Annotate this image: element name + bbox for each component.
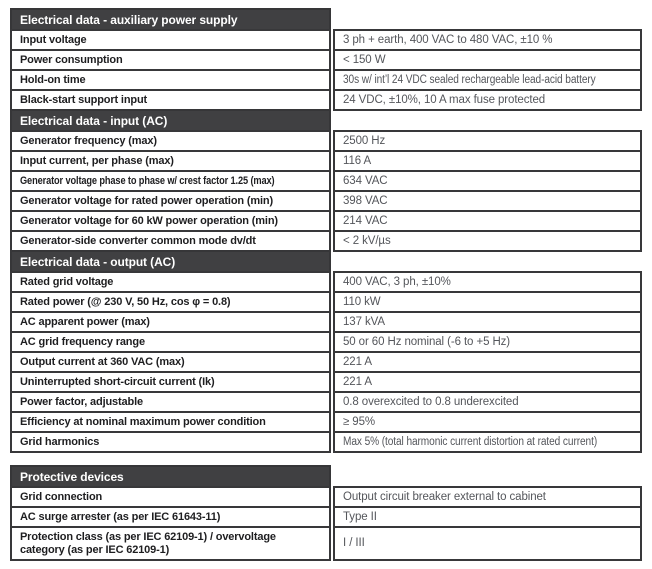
row-label-text: AC grid frequency range: [20, 336, 145, 348]
row-value: [333, 371, 642, 393]
row-value: [333, 29, 642, 51]
row-label: [10, 391, 331, 413]
table-row: [10, 89, 642, 111]
section-protective-devices: [10, 465, 642, 561]
row-label-text: Power consumption: [20, 54, 123, 66]
row-value: [333, 89, 642, 111]
row-label: [10, 506, 331, 528]
row-value-text: 221 A: [343, 355, 372, 368]
section-header-row: [10, 250, 642, 273]
row-label: [10, 49, 331, 71]
row-label: [10, 351, 331, 373]
row-label-text: Grid connection: [20, 491, 103, 503]
row-label: [10, 230, 331, 252]
row-label: [10, 371, 331, 393]
table-row: [10, 170, 642, 192]
row-label: [10, 150, 331, 172]
row-value-text: 3 ph + earth, 400 VAC to 480 VAC, ±10 %: [343, 33, 553, 46]
row-label-text: Grid harmonics: [20, 436, 100, 448]
table-row: [10, 150, 642, 172]
row-value-text: 0.8 overexcited to 0.8 underexcited: [343, 395, 519, 408]
row-value: [333, 431, 642, 453]
row-label-text: Black-start support input: [20, 94, 148, 106]
row-value-text: 221 A: [343, 375, 372, 388]
table-row: [10, 391, 642, 413]
row-label-text: Generator voltage for rated power operation (min): [20, 195, 274, 207]
row-value-text: 110 kW: [343, 295, 381, 308]
row-label-text: Uninterrupted short-circuit current (Ik): [20, 376, 215, 388]
row-label: [10, 130, 331, 152]
row-label: [10, 311, 331, 333]
row-label: [10, 69, 331, 91]
row-value: [333, 230, 642, 252]
row-value: [333, 170, 642, 192]
section-header: Protective devices: [10, 465, 331, 488]
table-row: [10, 130, 642, 152]
row-value-text: 116 A: [343, 154, 372, 167]
row-value-text: 634 VAC: [343, 174, 388, 187]
row-value: [333, 271, 642, 293]
table-row: [10, 190, 642, 212]
table-row: [10, 351, 642, 373]
row-value: [333, 331, 642, 353]
row-value: [333, 49, 642, 71]
row-label-text: Generator voltage for 60 kW power operation (min): [20, 215, 278, 227]
section-header-row: [10, 465, 642, 488]
row-label-text: Generator voltage phase to phase w/ crest factor 1.25 (max): [20, 175, 275, 187]
table-row: [10, 371, 642, 393]
row-value: [333, 210, 642, 232]
row-value-text: Output circuit breaker external to cabinet: [343, 490, 546, 503]
row-value-text: 137 kVA: [343, 315, 385, 328]
table-row: [10, 49, 642, 71]
row-value: [333, 411, 642, 433]
row-value: [333, 526, 642, 561]
section-header: Electrical data - output (AC): [10, 250, 331, 273]
section-header-row: [10, 109, 642, 132]
row-value: [333, 190, 642, 212]
row-label-text: Input current, per phase (max): [20, 155, 174, 167]
row-label: [10, 210, 331, 232]
table-row: [10, 331, 642, 353]
section-header: Electrical data - auxiliary power supply: [10, 8, 331, 31]
row-value: [333, 69, 642, 91]
table-row: [10, 526, 642, 561]
section-header-row: [10, 8, 642, 31]
table-row: [10, 29, 642, 51]
row-label-text: AC apparent power (max): [20, 316, 150, 328]
row-label: [10, 411, 331, 433]
row-label: [10, 89, 331, 111]
row-label-text: Rated power (@ 230 V, 50 Hz, cos φ = 0.8): [20, 296, 231, 308]
row-label-text: Protection class (as per IEC 62109-1) / overvoltage category (as per IEC 62109-1): [20, 530, 276, 556]
table-row: [10, 291, 642, 313]
row-value: [333, 150, 642, 172]
row-value: [333, 391, 642, 413]
row-label-text: Rated grid voltage: [20, 276, 114, 288]
table-row: [10, 486, 642, 508]
row-value: [333, 351, 642, 373]
spec-table: [10, 8, 642, 561]
row-label-text: Generator-side converter common mode dv/dt: [20, 235, 256, 247]
row-value-text: 30s w/ int’l 24 VDC sealed rechargeable lead-acid battery: [343, 73, 596, 86]
table-row: [10, 271, 642, 293]
row-label-text: Efficiency at nominal maximum power condition: [20, 416, 266, 428]
section-header: Electrical data - input (AC): [10, 109, 331, 132]
row-label: [10, 431, 331, 453]
row-value-text: 214 VAC: [343, 214, 388, 227]
row-value: [333, 130, 642, 152]
row-value-text: < 2 kV/µs: [343, 234, 391, 247]
row-value: [333, 311, 642, 333]
row-label-text: Hold-on time: [20, 74, 86, 86]
row-value-text: Type II: [343, 510, 377, 523]
row-value-text: ≥ 95%: [343, 415, 376, 428]
row-value-text: I / III: [343, 537, 365, 549]
section-input-ac: [10, 109, 642, 252]
table-row: [10, 210, 642, 232]
row-value: [333, 486, 642, 508]
row-value-text: 24 VDC, ±10%, 10 A max fuse protected: [343, 93, 546, 106]
table-row: [10, 69, 642, 91]
table-row: [10, 311, 642, 333]
table-row: [10, 230, 642, 252]
row-label: [10, 170, 331, 192]
row-label-text: Input voltage: [20, 34, 87, 46]
row-label: [10, 271, 331, 293]
row-value-text: Max 5% (total harmonic current distortion at rated current): [343, 435, 598, 448]
row-value-text: < 150 W: [343, 53, 386, 66]
row-label: [10, 486, 331, 508]
row-label: [10, 190, 331, 212]
row-label: [10, 29, 331, 51]
row-label-text: Power factor, adjustable: [20, 396, 143, 408]
row-label-text: Generator frequency (max): [20, 135, 157, 147]
section-output-ac: [10, 250, 642, 453]
row-value: [333, 506, 642, 528]
row-value-text: 2500 Hz: [343, 134, 386, 147]
row-label: [10, 291, 331, 313]
row-label: [10, 331, 331, 353]
row-label-text: Output current at 360 VAC (max): [20, 356, 185, 368]
row-value-text: 50 or 60 Hz nominal (-6 to +5 Hz): [343, 335, 511, 348]
row-value-text: 400 VAC, 3 ph, ±10%: [343, 275, 451, 288]
section-auxiliary-power-supply: [10, 8, 642, 111]
row-value-text: 398 VAC: [343, 194, 388, 207]
row-value: [333, 291, 642, 313]
table-row: [10, 411, 642, 433]
table-row: [10, 506, 642, 528]
row-label: [10, 526, 331, 561]
table-row: [10, 431, 642, 453]
row-label-text: AC surge arrester (as per IEC 61643-11): [20, 511, 221, 523]
